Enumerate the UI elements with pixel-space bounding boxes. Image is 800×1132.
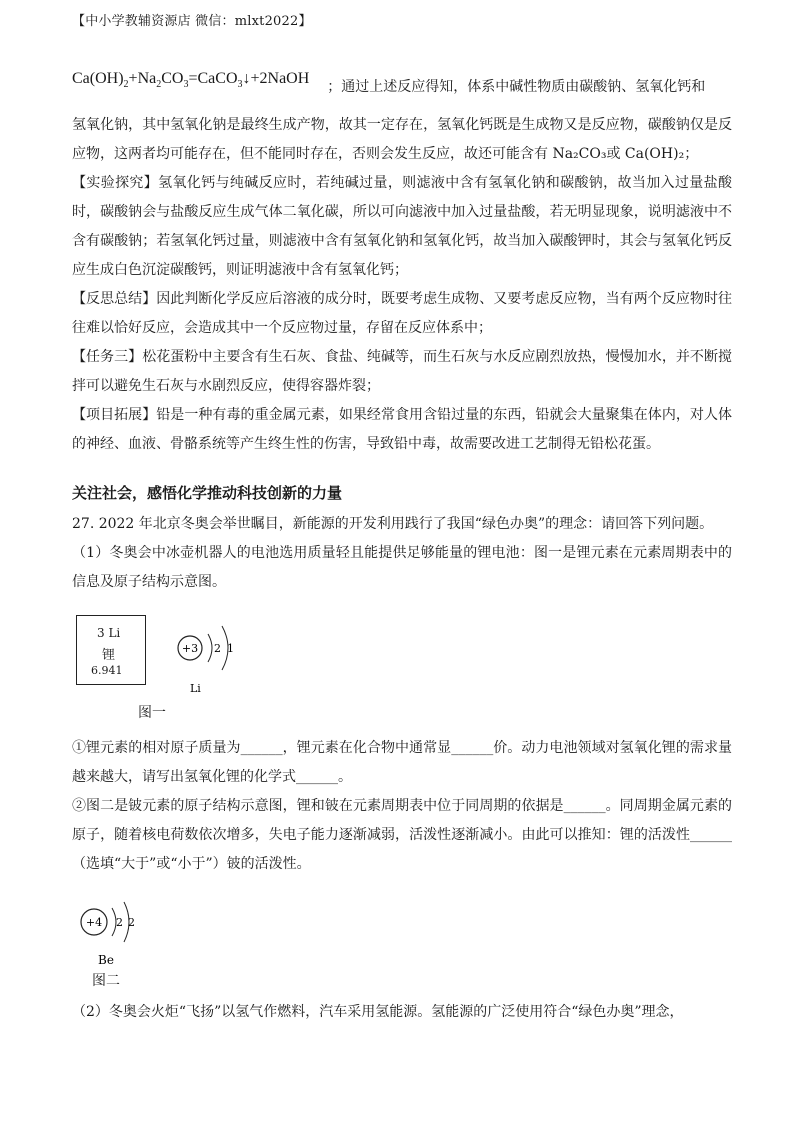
lithium-atom-label: Li bbox=[190, 682, 201, 695]
lithium-mass: 6.941 bbox=[91, 664, 123, 677]
beryllium-atom-diagram bbox=[74, 896, 154, 970]
question-27-part2-block bbox=[72, 998, 732, 1027]
reaction-equation: $Ca(OH)_2+Na_2CO_3=CaCO_3↓+2NaOH$ bbox=[72, 70, 310, 91]
paragraph-extension: 【项目拓展】铅是一种有毒的重金属元素，如果经常食用含铅过量的东西，铅就会大量聚集在体内，对人体的神经、血液、骨骼系统等产生终生性的伤害，导致铅中毒，故需要改进工艺制得无铅松花蛋。 bbox=[72, 407, 732, 452]
lithium-atom-diagram bbox=[170, 612, 250, 697]
beryllium-atom-label: Be bbox=[98, 953, 114, 967]
question-27-part2: （2）冬奥会火炬“飞扬”以氢气作燃料，汽车采用氢能源。氢能源的广泛使用符合“绿色办奥”理念， bbox=[72, 1004, 684, 1020]
lithium-shell1-count: 2 bbox=[214, 642, 221, 655]
question-27-stem bbox=[72, 510, 732, 597]
subquestion-lithium: ①锂元素的相对原子质量为______，锂元素在化合物中通常显______价。动力电池领域对氢氧化锂的需求量越来越大，请写出氢氧化锂的化学式______。 bbox=[72, 740, 732, 785]
lithium-nucleus-charge: +3 bbox=[181, 642, 199, 655]
lithium-number-symbol: 3 Li bbox=[97, 626, 121, 640]
paragraph-task-three: 【任务三】松花蛋粉中主要含有生石灰、食盐、纯碱等，而生石灰与水反应剧烈放热，慢慢加水，并不断搅拌可以避免生石灰与水剧烈反应，使得容器炸裂； bbox=[72, 349, 732, 394]
beryllium-shell2-count: 2 bbox=[128, 916, 135, 929]
question-27-subquestions bbox=[72, 734, 732, 879]
section-title: 关注社会，感悟化学推动科技创新的力量 bbox=[72, 484, 343, 502]
paragraph-reflection: 【反思总结】因此判断化学反应后溶液的成分时，既要考虑生成物、又要考虑反应物，当有两个反应物时往往难以恰好反应，会造成其中一个反应物过量，存留在反应体系中； bbox=[72, 291, 732, 336]
paragraph-conclusion: 氢氧化钠，其中氢氧化钠是最终生成产物，故其一定存在，氢氧化钙既是生成物又是反应物，碳酸钠仅是反应物，这两者均可能存在，但不能同时存在，否则会发生反应，故还可能含有 Na₂CO₃或 Ca(OH)₂； bbox=[72, 117, 732, 162]
subquestion-beryllium: ②图二是铍元素的原子结构示意图，锂和铍在元素周期表中位于同周期的依据是______。同周期金属元素的原子，随着核电荷数依次增多，失电子能力逐渐减弱，活泼性逐渐减小。由此可以推知：锂的活泼性______（选填“大于”或“小于”）铍的活泼性。 bbox=[72, 798, 732, 872]
page-header: 【中小学教辅资源店 微信：mlxt2022】 bbox=[72, 14, 312, 29]
lithium-shell-arc-1 bbox=[208, 634, 212, 662]
analysis-paragraphs bbox=[72, 111, 732, 459]
lithium-shell2-count: 1 bbox=[227, 642, 234, 655]
figure-two-caption: 图二 bbox=[92, 973, 120, 989]
reaction-equation-line bbox=[72, 68, 732, 95]
beryllium-nucleus-charge: +4 bbox=[85, 916, 103, 929]
lithium-name: 锂 bbox=[102, 648, 116, 663]
figure-one-caption: 图一 bbox=[138, 705, 166, 721]
lithium-periodic-cell bbox=[76, 615, 146, 685]
equation-explanation: ；通过上述反应得知，体系中碱性物质由碳酸钠、氢氧化钙和 bbox=[327, 79, 706, 95]
question-27-text: 27. 2022 年北京冬奥会举世瞩目，新能源的开发利用践行了我国“绿色办奥”的理念：请回答下列问题。 bbox=[72, 516, 714, 532]
paragraph-experiment: 【实验探究】氢氧化钙与纯碱反应时，若纯碱过量，则滤液中含有氢氧化钠和碳酸钠，故当加入过量盐酸时，碳酸钠会与盐酸反应生成气体二氧化碳，所以可向滤液中加入过量盐酸，若无明显现象，说明滤液中不含有碳酸钠；若氢氧化钙过量，则滤液中含有氢氧化钠和氢氧化钙，故当加入碳酸钾时，其会与氢氧化钙反应生成白色沉淀碳酸钙，则证明滤液中含有氢氧化钙； bbox=[72, 175, 732, 278]
question-27-part1: （1）冬奥会中冰壶机器人的电池选用质量轻且能提供足够能量的锂电池：图一是锂元素在元素周期表中的信息及原子结构示意图。 bbox=[72, 545, 732, 590]
beryllium-shell1-count: 2 bbox=[116, 916, 123, 929]
